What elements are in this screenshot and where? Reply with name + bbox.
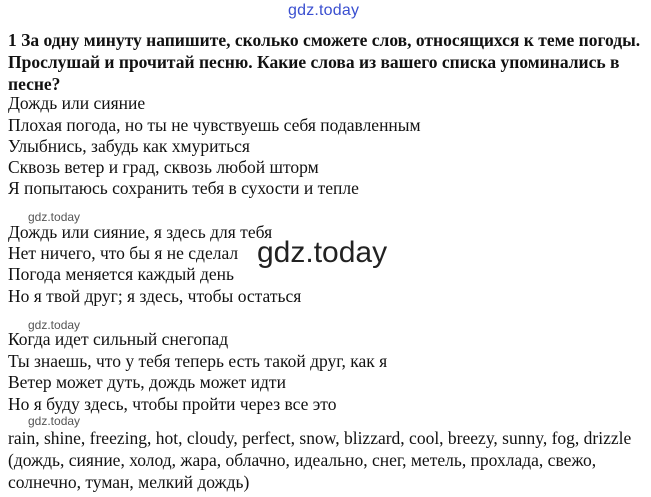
song-line: Дождь или сияние <box>8 93 146 113</box>
watermark-small: gdz.today <box>28 318 81 332</box>
watermark-small: gdz.today <box>28 210 81 224</box>
watermark-large: gdz.today <box>257 236 388 269</box>
song-line: Погода меняется каждый день <box>8 264 235 284</box>
song-line: Я попытаюсь сохранить тебя в сухости и тепле <box>8 178 359 198</box>
song-line: Но я буду здесь, чтобы пройти через все это <box>8 394 337 414</box>
song-line: Ветер может дуть, дождь может идти <box>8 372 286 392</box>
weather-words-list: rain, shine, freezing, hot, cloudy, perfect, snow, blizzard, cool, breezy, sunny, fog, drizzle (дождь, сияние, холод, жара, облачно, идеально, снег, метель, прохлада, свежо, солнечно, туман, мелкий дождь) <box>8 428 632 492</box>
song-line: Дождь или сияние, я здесь для тебя <box>8 222 273 242</box>
song-line: Когда идет сильный снегопад <box>8 329 229 349</box>
song-line: Плохая погода, но ты не чувствуешь себя подавленным <box>8 115 421 135</box>
song-line: Ты знаешь, что у тебя теперь есть такой друг, как я <box>8 351 388 371</box>
song-line: Сквозь ветер и град, сквозь любой шторм <box>8 157 319 177</box>
watermark-top: gdz.today <box>288 2 360 19</box>
song-line: Но я твой друг; я здесь, чтобы остаться <box>8 286 302 306</box>
song-line: Улыбнись, забудь как хмуриться <box>8 136 250 156</box>
task-heading: 1 За одну минуту напишите, сколько сможете слов, относящихся к теме погоды. Прослушай и прочитай песню. Какие слова из вашего списка упоминались в песне? <box>8 30 641 94</box>
watermark-small: gdz.today <box>28 414 81 428</box>
song-line: Нет ничего, что бы я не сделал <box>8 243 239 263</box>
